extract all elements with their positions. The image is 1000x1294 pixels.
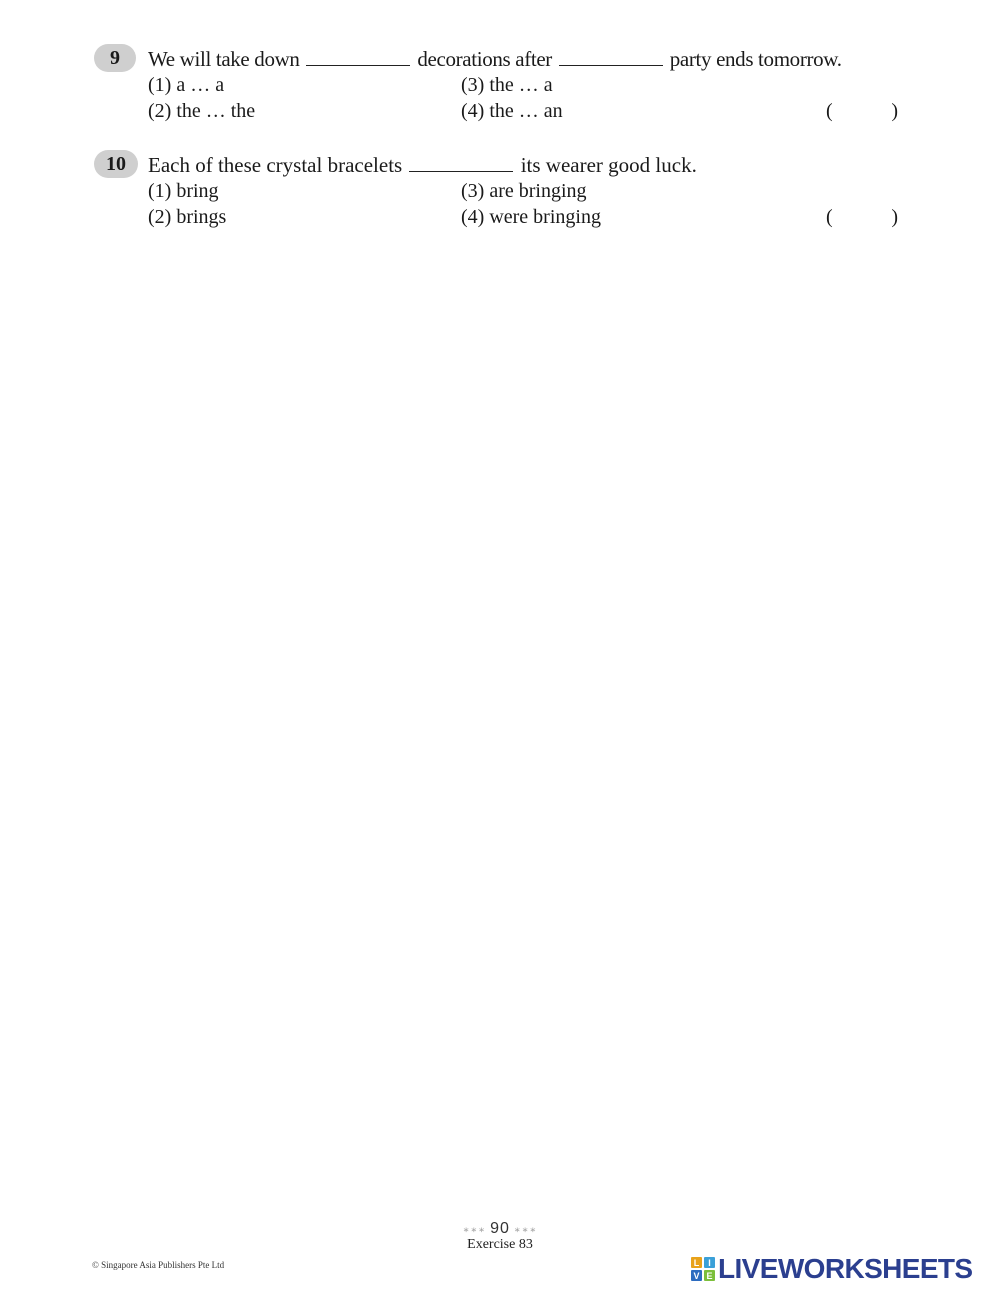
answer-close-paren: ) xyxy=(891,206,898,228)
answer-blank-2[interactable] xyxy=(559,48,663,66)
option-4: (4) the … an xyxy=(461,100,563,122)
question-stem xyxy=(148,45,842,73)
question-number: 9 xyxy=(94,44,136,72)
answer-open-paren: ( xyxy=(826,100,833,122)
stem-text: its wearer good luck. xyxy=(520,153,697,177)
liveworksheets-icon xyxy=(691,1257,715,1281)
answer-blank-1[interactable] xyxy=(306,48,410,66)
option-2: (2) brings xyxy=(148,206,227,228)
page-number: 90 xyxy=(490,1220,510,1237)
answer-blank[interactable] xyxy=(409,154,513,172)
question-stem xyxy=(148,151,697,179)
logo-letter: L xyxy=(691,1257,702,1268)
option-4: (4) were bringing xyxy=(461,206,601,228)
option-2: (2) the … the xyxy=(148,100,256,122)
logo-letter: V xyxy=(691,1270,702,1281)
answer-close-paren: ) xyxy=(891,100,898,122)
stem-text: We will take down xyxy=(148,47,300,71)
answer-open-paren: ( xyxy=(826,206,833,228)
option-1: (1) bring xyxy=(148,180,219,202)
option-3: (3) are bringing xyxy=(461,180,587,202)
decorative-dots-right: ∗∗∗ xyxy=(513,1225,538,1236)
liveworksheets-wordmark: LIVEWORKSHEETS xyxy=(718,1253,973,1284)
stem-text: Each of these crystal bracelets xyxy=(148,153,403,177)
exercise-label: Exercise 83 xyxy=(467,1237,533,1252)
logo-letter: E xyxy=(704,1270,715,1281)
stem-text: decorations after xyxy=(417,47,552,71)
logo-letter: I xyxy=(704,1257,715,1268)
decorative-dots-left: ∗∗∗ xyxy=(462,1225,487,1236)
stem-text: party ends tomorrow. xyxy=(669,47,842,71)
liveworksheets-logo[interactable] xyxy=(691,1255,973,1283)
option-1: (1) a … a xyxy=(148,74,225,96)
option-3: (3) the … a xyxy=(461,74,553,96)
question-number: 10 xyxy=(94,150,138,178)
page-number-line xyxy=(0,1220,1000,1238)
copyright-notice: © Singapore Asia Publishers Pte Ltd xyxy=(92,1260,225,1270)
